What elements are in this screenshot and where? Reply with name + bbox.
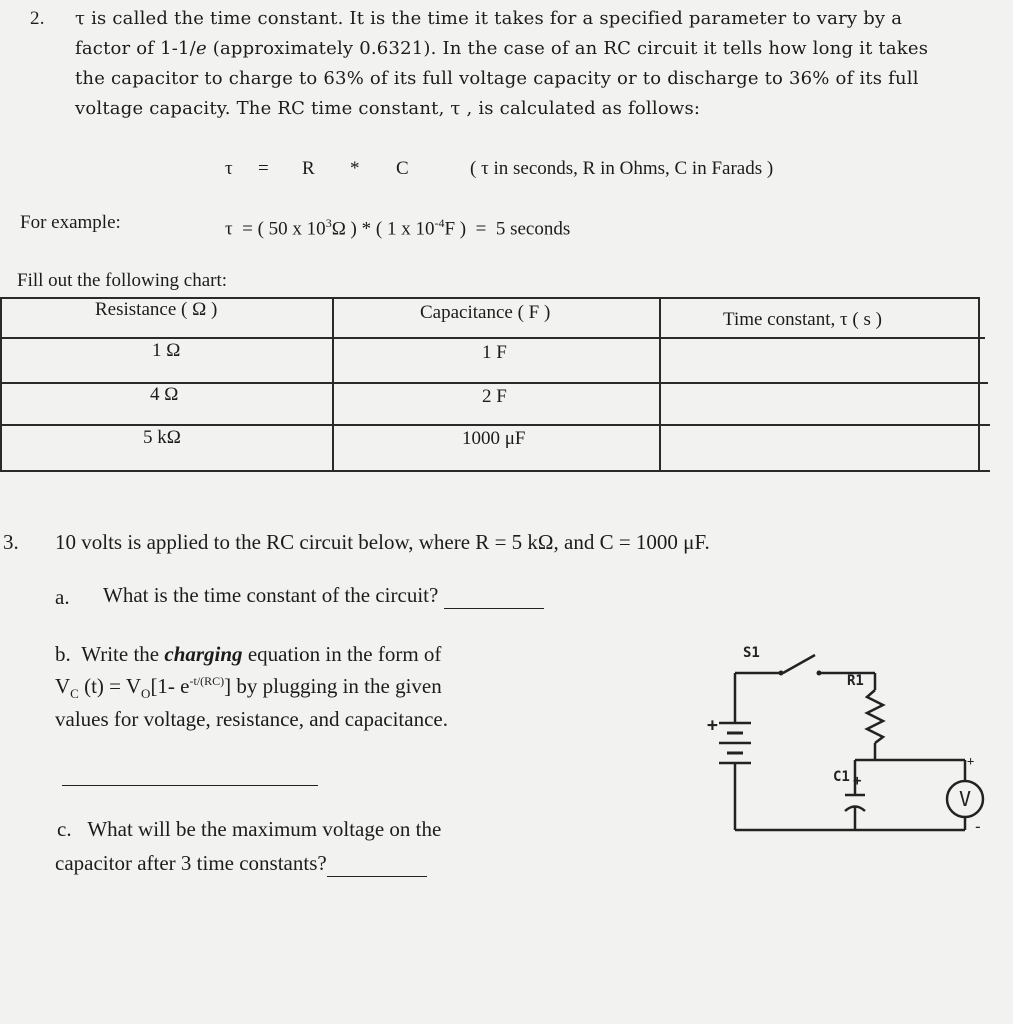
capacitor-plus-label: + [853,773,862,789]
formula-r: R [302,158,315,179]
fill-chart-prompt: Fill out the following chart: [17,270,228,291]
formula-tau: τ [225,158,233,179]
switch-contact-left [779,671,784,676]
meter-plus-label: + [967,754,975,768]
voltmeter-label: V [958,787,972,811]
resistor-r1 [867,690,883,743]
q3-a-question: What is the time constant of the circuit? [103,583,544,609]
battery-plus-label: + [707,715,718,736]
q3-b-equation-line: $V_C$ $(t) = V_O[1-$ $e^{-t/(RC)}$] by plugging in the given [55,674,442,702]
q3-c-answer-blank[interactable] [327,851,427,877]
meter-minus-label: - [973,817,983,836]
header-time-constant: Time constant, τ ( s ) [723,309,882,330]
q3-c-line-1: c. What will be the maximum voltage on the [57,817,442,841]
resistor-label: R1 [847,673,864,689]
formula-star: * [350,158,360,179]
table-cell-r1-capacitance: 1 F [482,342,507,363]
formula-equals: = [258,158,269,179]
switch-contact-right [817,671,822,676]
capacitor-label: C1 [833,769,850,785]
example-equation: τ = ( 50 x $10^3\Omega$ ) * ( 1 x $10^{-4}F$ ) = 5 seconds [225,216,571,240]
time-constant-table [0,297,990,472]
q2-line-2: factor of 1-1/e (approximately 0.6321). In the case of an RC circuit it tells how long it takes [75,38,929,59]
q2-line-4: voltage capacity. The RC time constant, τ , is calculated as follows: [75,98,701,119]
q3-b-line-1: b. Write the charging equation in the form of [55,642,442,666]
rc-circuit-diagram [695,635,995,845]
table-cell-r2-capacitance: 2 F [482,386,507,407]
example-label: For example: [20,212,121,233]
table-cell-r3-resistance: 5 kΩ [143,427,181,448]
q3-c-line-2: capacitor after 3 time constants? [55,851,427,877]
table-cell-r3-capacitance: 1000 μF [462,428,526,449]
q2-line-1: τ is called the time constant. It is the time it takes for a specified parameter to vary by a [75,8,903,29]
header-capacitance: Capacitance ( F ) [420,302,551,323]
switch-lever [783,655,815,673]
formula-c: C [396,158,409,179]
q3-b-answer-blank[interactable] [62,785,318,786]
switch-label: S1 [743,645,760,661]
table-cell-r2-resistance: 4 Ω [150,384,179,405]
q3-a-answer-blank[interactable] [444,583,544,609]
table-cell-r1-resistance: 1 Ω [152,340,181,361]
q2-line-3: the capacitor to charge to 63% of its full voltage capacity or to discharge to 36% of its full [75,68,919,89]
q3-stem: 10 volts is applied to the RC circuit below, where R = 5 kΩ, and C = 1000 μF. [55,530,710,554]
question-2-number: 2. [30,8,45,29]
q3-b-line-3: values for voltage, resistance, and capacitance. [55,707,448,731]
q3-a-label: a. [55,585,70,609]
formula-units: ( τ in seconds, R in Ohms, C in Farads ) [470,158,774,179]
header-resistance: Resistance ( Ω ) [95,299,218,320]
question-3-number: 3. [3,530,19,554]
battery-icon [719,720,751,770]
